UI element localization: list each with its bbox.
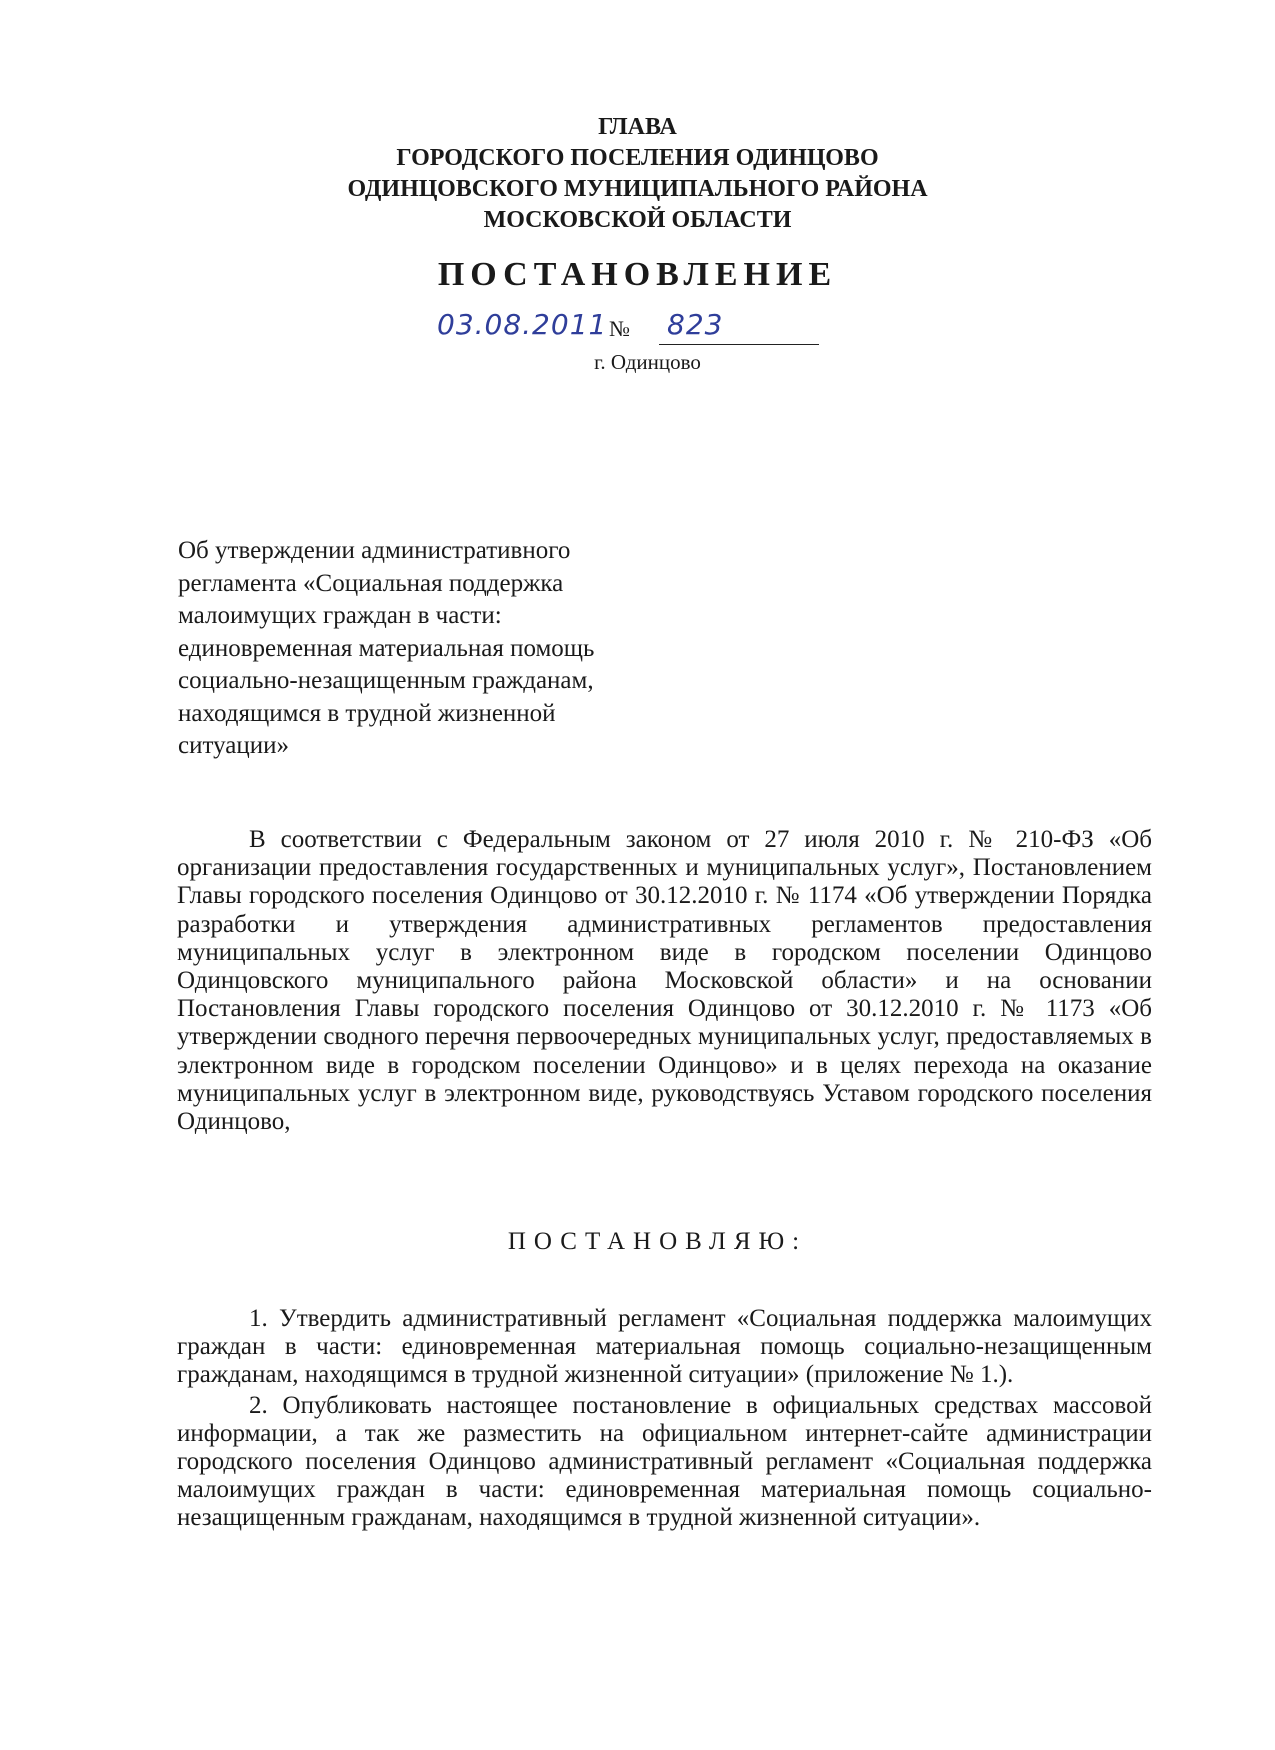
subject-line: единовременная материальная помощь bbox=[178, 634, 595, 662]
preamble-paragraph: В соответствии с Федеральным законом от 27 июля 2010 г. № 210-ФЗ «Об организации предоставления государственных и муниципальных услуг», Постановлением Главы городского поселения Одинцово от 30.12.2010 г. № 1174 «Об утверждении Порядка разработки и утверждения административных регламентов предоставления муниципальных услуг в электронном виде в городском поселении Одинцово Одинцовского муниципального района Московской области» и на основании Постановления Главы городского поселения Одинцово от 30.12.2010 г. № 1173 «Об утверждении сводного перечня первоочередных муниципальных услуг, предоставляемых в электронном виде в городском поселении Одинцово» и в целях перехода на оказание муниципальных услуг в электронном виде, руководствуясь Уставом городского поселения Одинцово, bbox=[177, 826, 1152, 1136]
resolve-heading: ПОСТАНОВЛЯЮ: bbox=[507, 1228, 808, 1255]
resolution-item: 1. Утвердить административный регламент «Социальная поддержка малоимущих граждан в части: единовременная материальная помощь социально-незащищенным гражданам, находящимся в трудной жизненной ситуации» (приложение № 1.). bbox=[177, 1305, 1152, 1389]
header-line: ГОРОДСКОГО ПОСЕЛЕНИЯ ОДИНЦОВО bbox=[396, 145, 879, 171]
subject-line: регламента «Социальная поддержка bbox=[178, 569, 564, 597]
dateline bbox=[437, 308, 817, 348]
resolution-items bbox=[177, 1305, 1152, 1533]
resolution-item: 2. Опубликовать настоящее постановление в официальных средствах массовой информации, а так же разместить на официальном интернет-сайте администрации городского поселения Одинцово административный регламент «Социальная поддержка малоимущих граждан в части: единовременная материальная помощь социально-незащищенным гражданам, находящимся в трудной жизненной ситуации». bbox=[177, 1391, 1152, 1532]
subject-line: социально-незащищенным гражданам, bbox=[178, 667, 594, 694]
header-line: МОСКОВСКОЙ ОБЛАСТИ bbox=[483, 207, 792, 233]
document-type-title: ПОСТАНОВЛЕНИЕ bbox=[437, 256, 838, 293]
subject-line: ситуации» bbox=[178, 732, 289, 759]
number-sign: № bbox=[609, 316, 630, 341]
header-line: ОДИНЦОВСКОГО МУНИЦИПАЛЬНОГО РАЙОНА bbox=[347, 176, 928, 202]
document-header bbox=[0, 112, 1275, 236]
city-label: г. Одинцово bbox=[594, 350, 701, 374]
handwritten-date: 03.08.2011 bbox=[437, 308, 608, 341]
subject-line: Об утверждении административного bbox=[178, 537, 571, 564]
header-line: ГЛАВА bbox=[598, 114, 677, 140]
subject-line: малоимущих граждан в части: bbox=[178, 602, 502, 629]
document-subject bbox=[178, 535, 698, 763]
number-underline bbox=[659, 344, 819, 345]
handwritten-number: 823 bbox=[667, 308, 724, 341]
subject-line: находящимся в трудной жизненной bbox=[178, 699, 556, 727]
